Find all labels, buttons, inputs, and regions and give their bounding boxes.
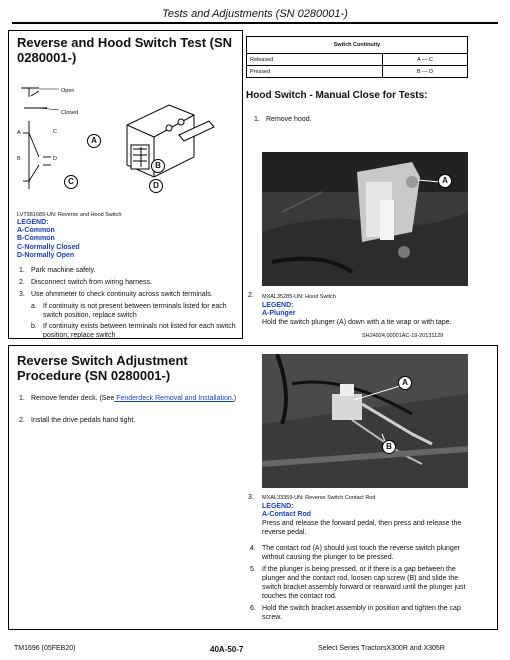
section2-title: Reverse Switch Adjustment Procedure (SN 0280001-) — [17, 353, 188, 383]
reverse-steps-list — [250, 544, 472, 622]
continuity-table-header: Switch Continuity — [247, 37, 468, 54]
hood-step-1 — [254, 115, 312, 124]
figure-id-contact-rod: MXAL33359-UN: Reverse Switch Contact Rod — [262, 495, 376, 501]
step-item — [19, 278, 239, 287]
step-item — [250, 604, 472, 622]
step-text-part: ) — [233, 395, 237, 402]
page-header-title: Tests and Adjustments (SN 0280001-) — [162, 8, 348, 20]
callout-b: B — [382, 440, 396, 454]
callout-a: A — [438, 174, 452, 188]
step-text-part: Remove fender deck. (See — [31, 395, 115, 402]
figure-id-hood-switch: MXAL35285-UN: Hood Switch — [262, 294, 336, 300]
substep-text: If continuity exists between terminals not listed for each switch position, replace switch — [43, 323, 236, 339]
substep-item — [31, 322, 239, 340]
schematic-label-a: A — [17, 130, 21, 136]
step-number: 2. — [19, 279, 25, 286]
step-number: 1. — [19, 395, 25, 402]
step-number: 2. — [19, 417, 25, 424]
reverse-switch-photo-drawing — [262, 354, 468, 488]
step-text: Remove hood. — [266, 116, 312, 123]
hood-switch-title: Hood Switch - Manual Close for Tests: — [246, 90, 428, 101]
hood-step-2-text: Hold the switch plunger (A) down with a tie wrap or with tape. — [262, 319, 452, 326]
legend-item: A-Common — [17, 227, 55, 234]
hood-step-2-number: 2. — [248, 292, 254, 299]
table-cell: B — D — [383, 66, 468, 78]
legend-title: LEGEND: — [262, 302, 294, 309]
legend-list — [17, 227, 80, 260]
schematic-label-b: B — [17, 156, 21, 162]
legend-title: LEGEND: — [17, 219, 49, 226]
reverse-step-3-text: Press and release the forward pedal, then press and release the reverse pedal. — [262, 520, 462, 536]
legend-item: B-Common — [17, 235, 55, 243]
fenderdeck-removal-link[interactable]: Fenderdeck Removal and Installation. — [114, 395, 234, 402]
step-item — [250, 544, 472, 562]
substep-item — [31, 302, 239, 320]
hood-switch-photo — [262, 152, 468, 286]
step-number: 5. — [250, 566, 256, 573]
legend-item: D-Normally Open — [17, 251, 75, 259]
callout-d: D — [149, 179, 163, 193]
callout-c: C — [64, 175, 78, 189]
step-number: 1. — [254, 116, 260, 123]
schematic-label-open: Open — [61, 88, 75, 94]
schematic-label-d: D — [53, 156, 57, 162]
step-item — [19, 266, 239, 275]
hood-switch-photo-drawing — [262, 152, 468, 286]
table-row — [247, 66, 468, 78]
step-item — [19, 290, 239, 299]
section1-steps — [19, 266, 239, 340]
switch-body-drawing — [127, 105, 214, 177]
callout-b: B — [151, 159, 165, 173]
footer-page-number: 40A-50-7 — [210, 645, 244, 654]
table-cell: Released — [247, 54, 383, 66]
step-text: Disconnect switch from wiring harness. — [31, 279, 152, 286]
step-text — [31, 394, 236, 403]
reverse-step-3-number: 3. — [248, 494, 254, 501]
table-row — [247, 54, 468, 66]
reverse-switch-contact-rod-photo — [262, 354, 468, 488]
legend-title: LEGEND: — [262, 503, 294, 510]
hood-reference-id: SH24924,00001AC-19-20131129 — [362, 333, 444, 339]
section1-title: Reverse and Hood Switch Test (SN 0280001-) — [17, 35, 233, 65]
section2-step-2 — [19, 416, 135, 425]
schematic-open-symbol — [21, 88, 39, 97]
legend-item: C-Normally Closed — [17, 243, 80, 251]
schematic-label-closed: Closed — [61, 110, 79, 116]
step-text: If the plunger is being pressed, or if there is a gap between the plunger and the contact rod, loosen cap screw (B) and slide the switch bracket assembly forward or rearward until the plunger just touches the contact rod. — [262, 566, 466, 600]
section-reverse-hood-switch-test — [8, 30, 243, 339]
switch-schematic — [9, 83, 239, 223]
step-text: Use ohmmeter to check continuity across switch terminals. — [31, 291, 213, 298]
step-text: Hold the switch bracket assembly in position and tighten the cap screw. — [262, 605, 461, 621]
step-text: Park machine safely. — [31, 267, 96, 274]
header-rule — [12, 22, 498, 24]
callout-a: A — [87, 134, 101, 148]
footer-model: Select Series TractorsX300R and X305R — [318, 645, 445, 652]
schematic-label-c: C — [53, 129, 57, 135]
substep-number: a. — [31, 303, 37, 310]
step-text: Install the drive pedals hand tight. — [31, 417, 136, 424]
substep-text: If continuity is not present between terminals listed for each switch position, replace switch — [43, 303, 227, 319]
legend-item: A-Contact Rod — [262, 511, 311, 518]
step-number: 1. — [19, 267, 25, 274]
legend-item: A-Plunger — [262, 310, 296, 317]
figure-id-reverse-hood-switch: LVT981689-UN: Reverse and Hood Switch — [17, 212, 122, 218]
step-number: 3. — [19, 291, 25, 298]
substep-number: b. — [31, 323, 37, 330]
step-number: 4. — [250, 545, 256, 552]
step-text: The contact rod (A) should just touch the reverse switch plunger without causing the plunger to be pressed. — [262, 545, 461, 561]
footer-doc-id: TM1696 (05FEB20) — [14, 645, 76, 652]
table-cell: Pressed — [247, 66, 383, 78]
step-number: 6. — [250, 605, 256, 612]
step-item — [250, 565, 472, 601]
switch-continuity-table — [246, 36, 468, 78]
callout-a: A — [398, 376, 412, 390]
table-cell: A — C — [383, 54, 468, 66]
section2-step-1 — [19, 394, 241, 403]
